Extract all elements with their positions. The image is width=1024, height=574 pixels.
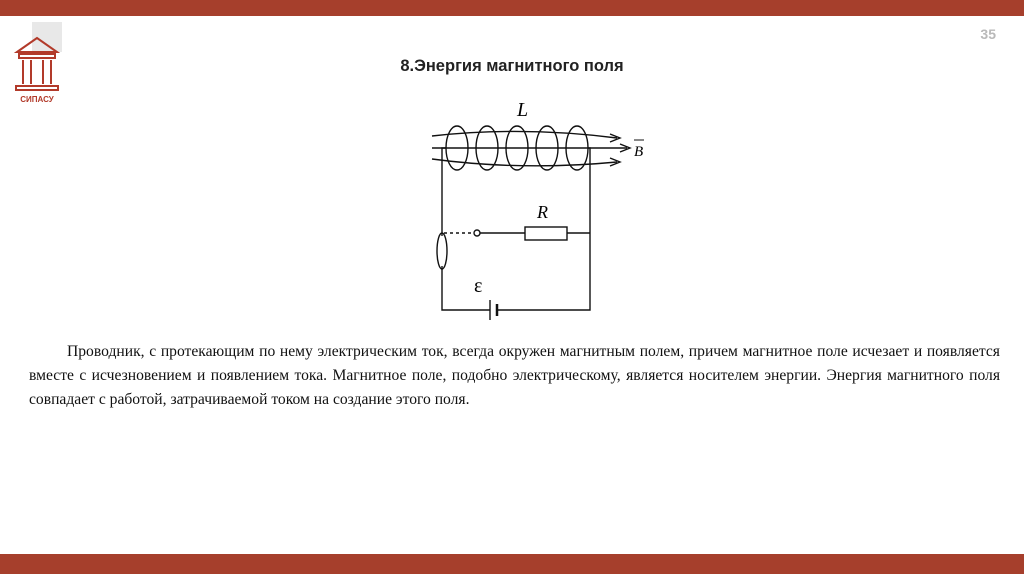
- switch-contact: [474, 230, 480, 236]
- bottom-wire: [442, 266, 490, 310]
- top-accent-bar: [0, 0, 1024, 16]
- slide-title: 8.Энергия магнитного поля: [400, 57, 624, 75]
- field-label: B: [634, 144, 644, 160]
- emf-label: ε: [474, 275, 483, 297]
- page-number: 35: [980, 26, 996, 42]
- circuit-diagram: [412, 96, 672, 328]
- resistor: [525, 227, 567, 240]
- bottom-accent-bar: [0, 554, 1024, 574]
- right-wire: [497, 148, 590, 310]
- body-paragraph: [29, 340, 1000, 412]
- switch: [437, 233, 447, 269]
- logo-text: СИПАСУ: [20, 95, 54, 104]
- resistor-label: R: [537, 202, 548, 222]
- inductor-label: L: [517, 99, 529, 121]
- body-text: Проводник, с протекающим по нему электрическим ток, всегда окружен магнитным полем, причем магнитное поле исчезает и появляется вместе с исчезновением и появлением тока. Магнитное поле, подобно электрическому, является носителем энергии. Энергия магнитного поля совпадает с работой, затрачиваемой током на создание этого поля.: [29, 343, 1000, 408]
